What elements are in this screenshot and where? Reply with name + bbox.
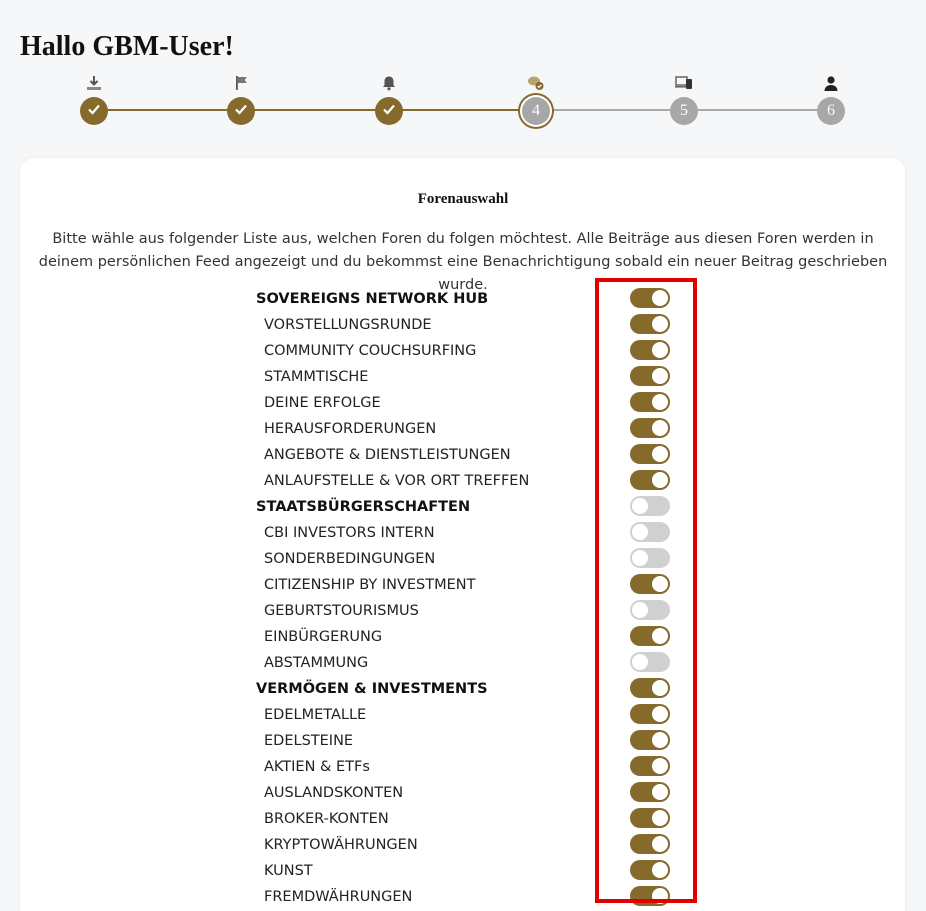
toggle-knob: [652, 680, 668, 696]
download-icon: [85, 74, 103, 92]
forum-toggle[interactable]: [630, 444, 670, 464]
forum-row: [0, 547, 926, 573]
toggle-knob: [632, 550, 648, 566]
forum-label: EINBÜRGERUNG: [264, 629, 383, 645]
toggle-knob: [652, 810, 668, 826]
forum-label: SONDERBEDINGUNGEN: [264, 551, 436, 567]
forum-row: [0, 807, 926, 833]
step-circle: [817, 97, 845, 125]
forum-toggle[interactable]: [630, 288, 670, 308]
forum-toggle[interactable]: [630, 704, 670, 724]
toggle-knob: [652, 290, 668, 306]
step-circle: [670, 97, 698, 125]
forum-toggle[interactable]: [630, 626, 670, 646]
forum-row: [0, 625, 926, 651]
toggle-knob: [652, 342, 668, 358]
forum-toggle[interactable]: [630, 522, 670, 542]
forum-toggle[interactable]: [630, 808, 670, 828]
check-icon: [382, 102, 396, 121]
forum-group-label: STAATSBÜRGERSCHAFTEN: [256, 499, 471, 515]
forum-label: AKTIEN & ETFs: [264, 759, 370, 775]
forum-toggle[interactable]: [630, 418, 670, 438]
forum-label: GEBURTSTOURISMUS: [264, 603, 419, 619]
user-icon: [822, 74, 840, 92]
forum-label: EDELSTEINE: [264, 733, 354, 749]
toggle-knob: [652, 394, 668, 410]
forum-label: HERAUSFORDERUNGEN: [264, 421, 437, 437]
forum-toggle[interactable]: [630, 314, 670, 334]
forum-row: [0, 365, 926, 391]
forum-label: EDELMETALLE: [264, 707, 367, 723]
forum-row: [0, 391, 926, 417]
forum-label: STAMMTISCHE: [264, 369, 369, 385]
forum-group-label: VERMÖGEN & INVESTMENTS: [256, 681, 488, 697]
toggle-knob: [652, 758, 668, 774]
forum-label: FREMDWÄHRUNGEN: [264, 889, 413, 905]
forum-label: CBI INVESTORS INTERN: [264, 525, 435, 541]
forum-row: [0, 651, 926, 677]
forum-label: KUNST: [264, 863, 313, 879]
forum-toggle[interactable]: [630, 756, 670, 776]
check-icon: [87, 102, 101, 121]
toggle-knob: [652, 446, 668, 462]
forum-row: [0, 885, 926, 911]
forum-row: [0, 599, 926, 625]
forum-toggle[interactable]: [630, 392, 670, 412]
forum-row: [0, 339, 926, 365]
toggle-knob: [652, 784, 668, 800]
toggle-knob: [632, 602, 648, 618]
toggle-knob: [652, 732, 668, 748]
toggle-knob: [652, 888, 668, 904]
step-circle: [227, 97, 255, 125]
toggle-knob: [652, 368, 668, 384]
step-number: 4: [532, 102, 540, 119]
section-description: Bitte wähle aus folgender Liste aus, welchen Foren du folgen möchtest. Alle Beiträge aus diesen Foren werden in deinem persönlichen Feed angezeigt und du bekommst eine Benachrichtigung sobald ein neuer Beitrag geschrieben wurde.: [38, 231, 888, 293]
step-number: 6: [827, 102, 835, 119]
toggle-knob: [632, 498, 648, 514]
toggle-knob: [632, 524, 648, 540]
forum-group-row: [0, 495, 926, 521]
forum-row: [0, 703, 926, 729]
toggle-knob: [652, 706, 668, 722]
forum-toggle[interactable]: [630, 470, 670, 490]
forum-label: AUSLANDSKONTEN: [264, 785, 404, 801]
forum-toggle[interactable]: [630, 496, 670, 516]
step-circle: [80, 97, 108, 125]
forum-group-row: [0, 677, 926, 703]
bell-icon: [380, 74, 398, 92]
forum-group-row: [0, 287, 926, 313]
forum-toggle[interactable]: [630, 782, 670, 802]
toggle-knob: [652, 836, 668, 852]
step-connector: [95, 109, 536, 111]
section-title: Forenauswahl: [417, 191, 509, 207]
forum-toggle[interactable]: [630, 600, 670, 620]
toggle-knob: [632, 654, 648, 670]
forum-row: [0, 469, 926, 495]
forum-toggle[interactable]: [630, 548, 670, 568]
step-number: 5: [680, 102, 688, 119]
step-circle: [375, 97, 403, 125]
forum-label: BROKER-KONTEN: [264, 811, 389, 827]
forum-label: CITIZENSHIP BY INVESTMENT: [264, 577, 476, 593]
forum-row: [0, 755, 926, 781]
forum-toggle[interactable]: [630, 860, 670, 880]
forum-row: [0, 729, 926, 755]
forum-toggle[interactable]: [630, 834, 670, 854]
toggle-knob: [652, 628, 668, 644]
forum-label: ANLAUFSTELLE & VOR ORT TREFFEN: [264, 473, 530, 489]
forum-row: [0, 833, 926, 859]
step-circle: [522, 97, 550, 125]
toggle-knob: [652, 316, 668, 332]
forum-toggle[interactable]: [630, 730, 670, 750]
check-icon: [234, 102, 248, 121]
devices-icon: [675, 74, 693, 92]
forum-label: ANGEBOTE & DIENSTLEISTUNGEN: [264, 447, 511, 463]
forum-toggle[interactable]: [630, 652, 670, 672]
forum-toggle[interactable]: [630, 340, 670, 360]
forum-row: [0, 573, 926, 599]
forum-group-label: SOVEREIGNS NETWORK HUB: [256, 291, 489, 307]
forum-row: [0, 313, 926, 339]
forum-row: [0, 521, 926, 547]
progress-stepper: [0, 72, 926, 132]
forum-label: KRYPTOWÄHRUNGEN: [264, 837, 418, 853]
forum-toggle[interactable]: [630, 678, 670, 698]
forum-row: [0, 443, 926, 469]
forum-toggle[interactable]: [630, 366, 670, 386]
toggle-knob: [652, 472, 668, 488]
page-title: Hallo GBM-User!: [20, 31, 234, 62]
forum-row: [0, 417, 926, 443]
forum-label: ABSTAMMUNG: [264, 655, 369, 671]
forum-label: DEINE ERFOLGE: [264, 395, 381, 411]
forum-row: [0, 781, 926, 807]
forum-row: [0, 859, 926, 885]
toggle-knob: [652, 420, 668, 436]
chat-check-icon: [527, 74, 545, 92]
toggle-knob: [652, 576, 668, 592]
flag-icon: [232, 74, 250, 92]
forum-toggle[interactable]: [630, 574, 670, 594]
toggle-knob: [652, 862, 668, 878]
forum-toggle[interactable]: [630, 886, 670, 906]
forum-label: COMMUNITY COUCHSURFING: [264, 343, 477, 359]
forum-label: VORSTELLUNGSRUNDE: [264, 317, 432, 333]
